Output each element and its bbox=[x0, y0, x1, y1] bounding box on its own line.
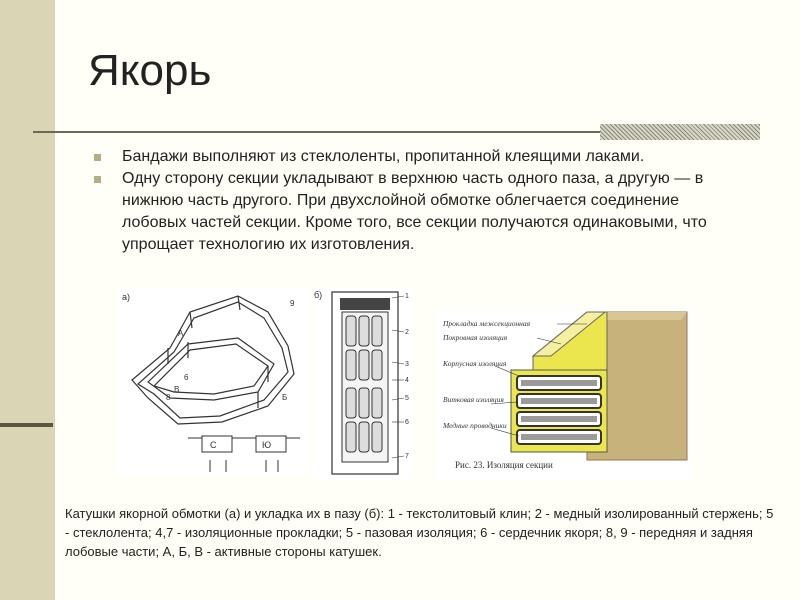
insulation-label: Прокладка межсекционная bbox=[443, 319, 531, 328]
sidebar-accent bbox=[0, 423, 53, 427]
bullet-text: Бандажи выполняют из стеклоленты, пропитанной клеящими лаками. bbox=[122, 148, 645, 165]
coil-drawing-svg bbox=[118, 288, 308, 476]
decorative-sidebar bbox=[0, 0, 55, 600]
coil-label: 8 bbox=[166, 393, 171, 402]
slot-number: 5 bbox=[405, 395, 409, 402]
slot-number: 7 bbox=[405, 453, 409, 460]
panel-label-b: б) bbox=[314, 290, 323, 300]
insulation-label: Покровная изоляция bbox=[443, 333, 508, 342]
pole-label: С bbox=[210, 440, 217, 450]
page-title: Якорь bbox=[88, 46, 212, 95]
slot-section-svg bbox=[312, 288, 412, 478]
bullet-text: Одну сторону секции укладывают в верхнюю часть одного паза, а другую — в нижнюю часть другого. При двухслойной обмотке облегчается соединение лобовых частей секции. Кроме того, все секции получаются одинаковыми, что упрощает технологию их изготовления. bbox=[122, 170, 707, 253]
figure-insulation bbox=[437, 310, 692, 480]
figure-caption-c: Рис. 23. Изоляция секции bbox=[455, 460, 553, 470]
bullet-list bbox=[92, 146, 732, 256]
insulation-svg bbox=[437, 310, 692, 480]
bullet-item bbox=[92, 146, 732, 168]
hatched-accent bbox=[600, 124, 760, 140]
coil-label: Б bbox=[282, 393, 288, 402]
bullet-icon bbox=[94, 154, 101, 161]
coil-label: 9 bbox=[290, 299, 295, 308]
bullet-icon bbox=[94, 176, 101, 183]
slot-number: 2 bbox=[405, 329, 409, 336]
figure-caption: Катушки якорной обмотки (а) и укладка их в пазу (б): 1 - текстолитовый клин; 2 - медный изолированный стержень; 5 - стеклолента; 4,7 - изоляционные прокладки; 5 - пазовая изоляция; 6 - сердечник якоря; 8, 9 - передняя и задняя лобовые части; А, Б, В - активные стороны катушек. bbox=[65, 506, 774, 559]
pole-label: Ю bbox=[262, 440, 272, 450]
insulation-label: Витковая изоляция bbox=[443, 395, 504, 404]
bullet-item bbox=[92, 168, 732, 256]
panel-label-a: а) bbox=[122, 292, 131, 302]
figure-slot-section bbox=[312, 288, 412, 478]
coil-label: А bbox=[178, 329, 184, 338]
slot-number: 4 bbox=[405, 377, 409, 384]
coil-label: В bbox=[174, 385, 180, 394]
slot-number: 1 bbox=[405, 293, 409, 300]
insulation-label: Корпусная изоляция bbox=[443, 359, 507, 368]
slot-number: 6 bbox=[405, 419, 409, 426]
coil-label: 6 bbox=[184, 373, 189, 382]
insulation-label: Медные проводники bbox=[443, 421, 507, 430]
slot-number: 3 bbox=[405, 361, 409, 368]
figure-coil-drawing bbox=[118, 288, 308, 476]
